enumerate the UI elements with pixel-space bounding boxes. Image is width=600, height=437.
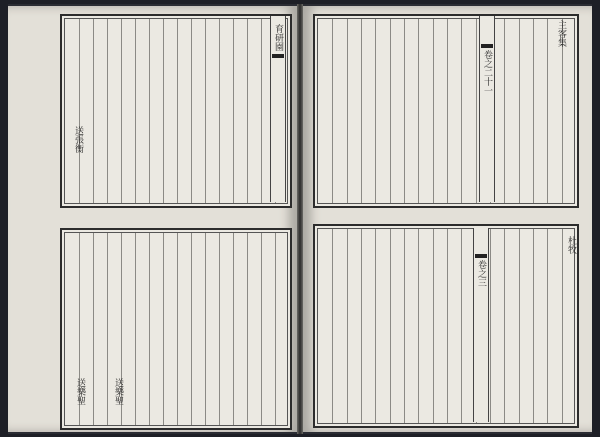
column-rule <box>433 229 434 423</box>
left-top-text-block <box>60 14 292 208</box>
column-rule <box>461 229 462 423</box>
column-rule <box>332 19 333 203</box>
column-rule <box>361 19 362 203</box>
column-rule <box>205 233 206 425</box>
right-bottom-inner-frame <box>317 228 575 424</box>
column-rule <box>261 19 262 203</box>
column-rule <box>418 19 419 203</box>
column-rule <box>107 233 108 425</box>
left-bottom-author-column-2: 送樂聖 <box>113 378 123 405</box>
column-rule <box>135 19 136 203</box>
column-rule <box>347 229 348 423</box>
column-rule <box>490 229 491 423</box>
column-rule <box>247 19 248 203</box>
right-bottom-fishtail-label: 卷之三 <box>476 260 486 287</box>
column-rule <box>233 19 234 203</box>
column-rule <box>533 19 534 203</box>
column-rule <box>247 233 248 425</box>
column-rule <box>135 233 136 425</box>
left-page <box>8 6 297 432</box>
column-rule <box>332 229 333 423</box>
right-top-fishtail-label: 卷之二十一 <box>482 50 492 95</box>
column-rule <box>163 19 164 203</box>
column-rule <box>107 19 108 203</box>
column-rule <box>219 233 220 425</box>
column-rule <box>447 229 448 423</box>
column-rule <box>504 19 505 203</box>
column-rule <box>191 233 192 425</box>
right-bottom-fishtail-mark <box>475 254 487 258</box>
right-top-fishtail <box>479 16 495 202</box>
column-rule <box>79 19 80 203</box>
column-rule <box>519 229 520 423</box>
column-rule <box>547 229 548 423</box>
column-rule <box>93 19 94 203</box>
right-bottom-fishtail <box>473 228 489 422</box>
right-top-inner-frame <box>317 18 575 204</box>
column-rule <box>275 233 276 425</box>
column-rule <box>149 233 150 425</box>
column-rule <box>93 233 94 425</box>
column-rule <box>390 229 391 423</box>
left-top-fishtail <box>270 16 286 202</box>
column-rule <box>361 229 362 423</box>
column-rule <box>476 19 477 203</box>
column-rule <box>191 19 192 203</box>
column-rule <box>375 19 376 203</box>
column-rule <box>347 19 348 203</box>
left-top-author-column: 送張衡 <box>73 126 83 153</box>
left-top-inner-frame <box>64 18 288 204</box>
right-page <box>303 6 592 432</box>
column-rule <box>149 19 150 203</box>
column-rule <box>404 19 405 203</box>
left-top-fishtail-mark <box>272 54 284 58</box>
column-rule <box>219 19 220 203</box>
column-rule <box>121 19 122 203</box>
column-rule <box>390 19 391 203</box>
column-rule <box>177 19 178 203</box>
book-spread <box>8 4 592 434</box>
column-rule <box>177 233 178 425</box>
column-rule <box>519 19 520 203</box>
left-bottom-inner-frame <box>64 232 288 426</box>
left-top-fishtail-label: 育研園 <box>273 24 283 51</box>
column-rule <box>433 19 434 203</box>
column-rule <box>375 229 376 423</box>
column-rule <box>504 229 505 423</box>
column-rule <box>163 233 164 425</box>
column-rule <box>562 229 563 423</box>
right-top-title-column: 主客集 <box>556 20 566 47</box>
left-bottom-text-block <box>60 228 292 430</box>
right-top-fishtail-mark <box>481 44 493 48</box>
left-bottom-author-column-1: 送樂聖 <box>75 378 85 405</box>
column-rule <box>447 19 448 203</box>
right-bottom-author-column: 杜牧 <box>566 236 576 254</box>
column-rule <box>533 229 534 423</box>
column-rule <box>547 19 548 203</box>
column-rule <box>418 229 419 423</box>
right-bottom-text-block <box>313 224 579 428</box>
column-rule <box>233 233 234 425</box>
right-top-text-block <box>313 14 579 208</box>
column-rule <box>461 19 462 203</box>
column-rule <box>261 233 262 425</box>
column-rule <box>404 229 405 423</box>
column-rule <box>205 19 206 203</box>
